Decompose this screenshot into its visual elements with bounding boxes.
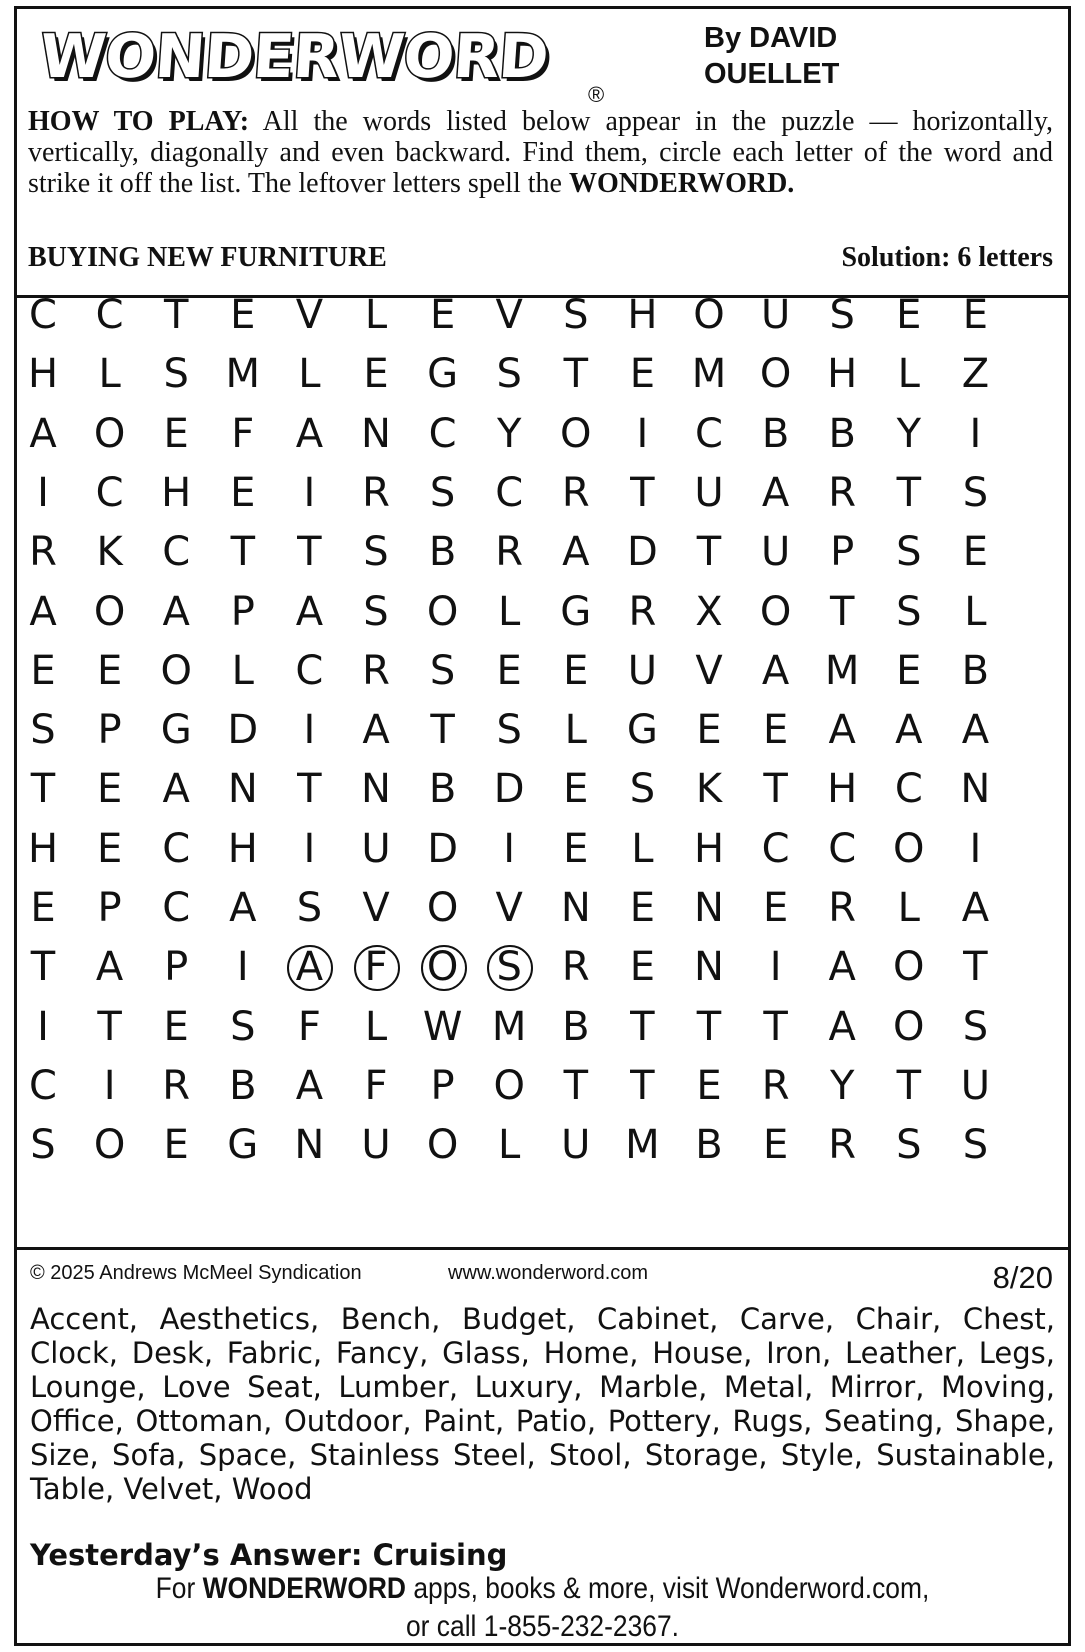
grid-letter[interactable]: L — [364, 1003, 388, 1050]
grid-letter[interactable]: F — [364, 1062, 388, 1109]
grid-letter[interactable]: S — [163, 351, 189, 398]
grid-letter[interactable]: L — [231, 647, 254, 694]
grid-letter[interactable]: T — [896, 1062, 922, 1109]
grid-letter[interactable]: I — [636, 410, 649, 457]
grid-letter[interactable]: C — [162, 529, 191, 576]
wonderword-logo — [37, 22, 610, 107]
grid-letter[interactable]: S — [563, 292, 589, 338]
grid-letter[interactable]: R — [628, 588, 657, 635]
grid-letter[interactable]: E — [762, 1122, 789, 1169]
grid-letter[interactable]: E — [96, 766, 123, 813]
grid-letter[interactable]: P — [830, 529, 855, 576]
grid-letter[interactable]: E — [896, 647, 922, 694]
grid-letter[interactable]: T — [30, 944, 56, 991]
grid-letter[interactable]: U — [627, 647, 658, 694]
grid-letter[interactable]: I — [769, 944, 782, 991]
grid-letter[interactable]: C — [295, 647, 324, 694]
grid-letter[interactable]: A — [961, 707, 990, 754]
grid-letter[interactable]: E — [629, 885, 656, 931]
grid-letter[interactable]: L — [498, 1122, 521, 1169]
grid-letter[interactable]: H — [827, 766, 858, 813]
grid-letter[interactable]: O — [893, 944, 925, 991]
grid-letter[interactable]: A — [29, 588, 57, 635]
grid-letter[interactable]: T — [763, 1003, 788, 1050]
grid-letter[interactable]: P — [97, 707, 122, 754]
grid-letter[interactable]: T — [763, 766, 788, 813]
grid-letter[interactable]: C — [495, 469, 524, 516]
grid-letter[interactable]: L — [298, 351, 321, 398]
grid-letter[interactable]: L — [631, 825, 654, 872]
how-to-play-label: HOW TO PLAY: — [28, 106, 250, 137]
grid-letter[interactable]: B — [695, 1122, 723, 1169]
grid-letter[interactable]: B — [562, 1003, 590, 1050]
grid-letter[interactable]: T — [696, 1003, 722, 1050]
grid-letter[interactable]: O — [426, 885, 459, 931]
grid-letter[interactable]: B — [229, 1062, 257, 1109]
grid-letter[interactable]: E — [629, 944, 656, 991]
grid-letter[interactable]: V — [495, 885, 523, 931]
grid-letter[interactable]: S — [230, 1003, 256, 1050]
grid-letter[interactable]: I — [303, 825, 316, 872]
grid-letter[interactable]: S — [496, 351, 522, 398]
grid-letter[interactable]: U — [760, 529, 791, 576]
grid-letter[interactable]: C — [428, 410, 457, 457]
grid-letter[interactable]: S — [30, 707, 56, 754]
copyright: © 2025 Andrews McMeel Syndication — [30, 1262, 362, 1284]
grid-letter[interactable]: L — [964, 588, 987, 635]
grid-letter[interactable]: C — [162, 825, 191, 872]
grid-letter[interactable]: V — [495, 292, 523, 338]
grid-letter[interactable]: R — [828, 885, 857, 931]
grid-letter[interactable]: N — [960, 766, 991, 813]
grid-letter[interactable]: U — [694, 469, 724, 516]
grid-letter[interactable]: P — [430, 1062, 455, 1109]
grid-letter[interactable]: N — [694, 944, 724, 991]
grid-letter[interactable]: G — [560, 588, 592, 635]
promo-text — [77, 1570, 1007, 1646]
grid-letter[interactable]: D — [493, 766, 525, 813]
grid-letter[interactable]: T — [30, 766, 56, 813]
grid-letter[interactable]: E — [230, 292, 256, 338]
grid-letter[interactable]: E — [629, 351, 656, 398]
grid-letter[interactable]: F — [346, 937, 406, 997]
grid-letter[interactable]: E — [30, 647, 56, 694]
grid-letter[interactable]: I — [37, 1003, 49, 1050]
how-to-play-instructions — [28, 106, 1053, 199]
grid-letter[interactable]: I — [37, 469, 49, 516]
grid-letter[interactable]: T — [563, 351, 589, 398]
grid-letter[interactable]: A — [562, 529, 590, 576]
grid-letter[interactable]: L — [897, 351, 920, 398]
grid-letter[interactable]: E — [563, 647, 589, 694]
grid-letter[interactable]: A — [229, 885, 257, 931]
puzzle-date: 8/20 — [992, 1260, 1053, 1295]
grid-letter[interactable]: S — [296, 885, 323, 931]
grid-letter[interactable]: A — [162, 766, 190, 813]
grid-letter[interactable]: S — [962, 1003, 989, 1050]
grid-letter[interactable]: V — [362, 885, 390, 931]
grid-letter[interactable]: T — [163, 292, 189, 338]
grid-letter[interactable]: E — [163, 1003, 189, 1050]
grid-letter[interactable]: R — [29, 529, 57, 576]
grid-letter[interactable]: S — [479, 937, 539, 997]
grid-letter[interactable]: T — [297, 529, 322, 576]
grid-letter[interactable]: I — [303, 469, 316, 516]
grid-letter[interactable]: D — [626, 529, 658, 576]
grid-letter[interactable]: B — [428, 529, 457, 576]
grid-letter[interactable]: O — [493, 1062, 525, 1109]
solution-length: Solution: 6 letters — [841, 242, 1053, 273]
grid-letter[interactable]: A — [828, 1003, 856, 1050]
grid-letter[interactable]: Y — [496, 410, 522, 457]
grid-letter[interactable]: O — [93, 410, 126, 457]
byline-line-1: By DAVID — [704, 22, 838, 54]
grid-letter[interactable]: R — [362, 647, 390, 694]
grid-letter[interactable]: S — [896, 1122, 922, 1169]
grid-letter[interactable]: T — [696, 529, 722, 576]
grid-letter[interactable]: A — [295, 588, 324, 635]
grid-letter[interactable]: R — [761, 1062, 790, 1109]
grid-letter[interactable]: T — [630, 1062, 655, 1109]
grid-letter[interactable]: A — [961, 885, 990, 931]
grid-letter[interactable]: H — [27, 351, 59, 398]
grid-letter[interactable]: L — [564, 707, 587, 754]
grid-letter[interactable]: E — [96, 647, 123, 694]
grid-letter[interactable]: O — [693, 292, 725, 338]
grid-letter[interactable]: R — [561, 944, 590, 991]
grid-letter[interactable]: I — [236, 944, 249, 991]
grid-letter[interactable]: Y — [896, 410, 922, 457]
grid-letter[interactable]: S — [829, 292, 855, 338]
grid-letter[interactable]: P — [230, 588, 255, 635]
grid-letter[interactable]: N — [361, 766, 391, 813]
grid-letter[interactable]: A — [761, 469, 790, 516]
theme-row — [28, 242, 1053, 282]
byline — [704, 20, 904, 92]
grid-letter[interactable]: O — [759, 351, 792, 398]
grid-letter[interactable]: L — [98, 351, 121, 398]
grid-letter[interactable]: A — [761, 647, 790, 694]
grid-letter[interactable]: A — [162, 588, 190, 635]
grid-letter[interactable]: N — [227, 766, 258, 813]
grid-letter[interactable]: T — [963, 944, 988, 991]
grid-letter[interactable]: U — [760, 292, 791, 338]
grid-letter[interactable]: C — [761, 825, 790, 872]
grid-letter[interactable]: L — [897, 885, 920, 931]
grid-letter[interactable]: D — [227, 707, 259, 754]
grid-letter[interactable]: E — [230, 469, 256, 516]
grid-letter[interactable]: Z — [961, 351, 990, 398]
grid-letter[interactable]: I — [503, 825, 516, 872]
grid-letter[interactable]: O — [160, 647, 192, 694]
grid-letter[interactable]: H — [627, 292, 658, 338]
grid-letter[interactable]: U — [361, 1122, 391, 1169]
grid-letter[interactable]: D — [427, 825, 458, 872]
grid-letter[interactable]: S — [962, 1122, 989, 1169]
grid-letter[interactable]: E — [163, 410, 189, 457]
promo-line-1 — [77, 1570, 1007, 1608]
grid-letter[interactable]: B — [961, 647, 990, 694]
grid-letter[interactable]: X — [695, 588, 723, 635]
grid-letter[interactable]: R — [362, 469, 390, 516]
grid-letter[interactable]: O — [759, 588, 792, 635]
grid-letter[interactable]: C — [29, 1062, 57, 1109]
grid-letter[interactable]: G — [626, 707, 658, 754]
grid-letter[interactable]: L — [364, 292, 388, 338]
grid-letter[interactable]: E — [696, 707, 722, 754]
grid-letter[interactable]: M — [225, 351, 261, 398]
byline-line-2: OUELLET — [704, 58, 840, 90]
letter-grid — [14, 292, 1071, 1250]
grid-letter[interactable]: V — [295, 292, 324, 338]
puzzle-footer — [14, 1250, 1071, 1646]
grid-letter[interactable]: O — [893, 1003, 925, 1050]
grid-letter[interactable]: C — [95, 469, 124, 516]
grid-letter[interactable]: E — [762, 885, 789, 931]
grid-letter[interactable]: N — [694, 885, 724, 931]
promo-line-2: or call 1-855-232-2367. — [406, 1610, 679, 1643]
grid-letter[interactable]: M — [824, 647, 860, 694]
grid-letter[interactable]: F — [231, 410, 255, 457]
grid-letter[interactable]: E — [429, 292, 456, 338]
grid-letter[interactable]: N — [560, 885, 591, 931]
grid-letter[interactable]: E — [762, 707, 789, 754]
grid-letter[interactable]: W — [422, 1003, 463, 1050]
grid-letter[interactable]: M — [691, 351, 727, 398]
grid-letter[interactable]: G — [160, 707, 192, 754]
grid-letter[interactable]: E — [696, 1062, 722, 1109]
grid-letter[interactable]: B — [428, 766, 457, 813]
puzzle-theme: BUYING NEW FURNITURE — [28, 242, 387, 273]
grid-letter[interactable]: C — [894, 766, 923, 813]
grid-letter[interactable]: A — [895, 707, 923, 754]
promo-line-1-rest: apps, books & more, visit Wonderword.com, — [405, 1572, 930, 1605]
grid-letter[interactable]: O — [426, 588, 459, 635]
grid-letter[interactable]: L — [498, 588, 521, 635]
grid-letter[interactable]: K — [96, 529, 123, 576]
grid-letter[interactable]: R — [162, 1062, 191, 1109]
registered-mark: ® — [588, 82, 605, 107]
grid-letter[interactable]: P — [97, 885, 122, 931]
grid-letter[interactable]: A — [295, 410, 324, 457]
yesterdays-answer: Yesterday’s Answer: Cruising — [30, 1538, 508, 1572]
grid-letter[interactable]: T — [430, 707, 455, 754]
grid-letter[interactable]: N — [294, 1122, 325, 1169]
grid-letter[interactable]: M — [491, 1003, 527, 1050]
grid-letter[interactable]: C — [95, 292, 124, 338]
grid-letter[interactable]: R — [495, 529, 524, 576]
website-link[interactable]: www.wonderword.com — [448, 1262, 649, 1284]
grid-letter[interactable]: O — [426, 1122, 459, 1169]
grid-letter[interactable]: M — [625, 1122, 660, 1169]
grid-letter[interactable]: H — [693, 825, 725, 872]
grid-letter[interactable]: E — [563, 766, 589, 813]
grid-letter[interactable]: F — [297, 1003, 321, 1050]
grid-letter[interactable]: T — [230, 529, 256, 576]
grid-letter[interactable]: E — [163, 1122, 189, 1169]
grid-letter[interactable]: K — [695, 766, 723, 813]
grid-letter[interactable]: S — [363, 588, 389, 635]
grid-letter[interactable]: U — [561, 1122, 591, 1169]
grid-letter[interactable]: O — [93, 588, 126, 635]
grid-letter[interactable]: C — [29, 292, 57, 338]
grid-letter[interactable]: E — [30, 885, 56, 931]
grid-letter[interactable]: I — [303, 707, 316, 754]
grid-letter[interactable]: I — [969, 410, 982, 457]
grid-letter[interactable]: S — [629, 766, 656, 813]
grid-letter[interactable]: I — [103, 1062, 116, 1109]
how-to-play-end: WONDERWORD. — [568, 168, 795, 199]
grid-letter[interactable]: A — [295, 1062, 324, 1109]
grid-letter[interactable]: O — [893, 825, 925, 872]
grid-letter[interactable]: A — [362, 707, 390, 754]
grid-letter[interactable]: E — [563, 825, 589, 872]
grid-letter[interactable]: V — [695, 647, 723, 694]
grid-letter[interactable]: T — [630, 1003, 655, 1050]
grid-letter[interactable]: I — [969, 825, 982, 872]
grid-letter[interactable]: S — [962, 469, 989, 516]
promo-brand: WONDERWORD — [202, 1572, 406, 1605]
grid-letter[interactable]: H — [227, 825, 258, 872]
grid-letter[interactable]: A — [828, 944, 856, 991]
grid-letter[interactable]: S — [30, 1122, 56, 1169]
grid-letter[interactable]: O — [413, 937, 473, 997]
grid-letter[interactable]: B — [761, 410, 790, 457]
promo-prefix: For — [155, 1572, 203, 1605]
how-to-play-text: All the words listed below appear in the puzzle — horizontally, vertically, diagonally and even backward. Find them, circle each letter of the word and strike it off the list. The leftover letters spell the — [28, 106, 1054, 199]
grid-letter[interactable]: S — [896, 529, 922, 576]
grid-letter[interactable]: S — [363, 529, 389, 576]
grid-letter[interactable]: A — [828, 707, 856, 754]
grid-letter[interactable]: R — [828, 1122, 857, 1169]
grid-letter[interactable]: A — [95, 944, 124, 991]
grid-letter[interactable]: E — [496, 647, 522, 694]
grid-letter[interactable]: A — [279, 937, 339, 997]
grid-letter[interactable]: H — [27, 825, 59, 872]
grid-letter[interactable]: E — [96, 825, 123, 872]
grid-letter[interactable]: S — [896, 588, 922, 635]
grid-letter[interactable]: R — [561, 469, 590, 516]
grid-letter[interactable]: S — [496, 707, 522, 754]
grid-letter[interactable]: S — [429, 647, 456, 694]
grid-letter[interactable]: T — [829, 588, 855, 635]
grid-letter[interactable]: O — [93, 1122, 126, 1169]
grid-letter[interactable]: T — [896, 469, 922, 516]
grid-letter[interactable]: G — [427, 351, 459, 398]
grid-letter[interactable]: R — [828, 469, 857, 516]
grid-letter[interactable]: E — [363, 351, 389, 398]
grid-letter[interactable]: O — [560, 410, 592, 457]
grid-letter[interactable]: H — [827, 351, 858, 398]
grid-letter[interactable]: T — [97, 1003, 122, 1050]
logo-text: WONDERWORD — [37, 22, 551, 92]
grid-letter[interactable]: Y — [829, 1062, 855, 1109]
grid-letter[interactable]: B — [828, 410, 856, 457]
grid-letter[interactable]: U — [960, 1062, 991, 1109]
grid-letter[interactable]: E — [896, 292, 922, 338]
grid-letter[interactable]: T — [563, 1062, 589, 1109]
grid-letter[interactable]: C — [162, 885, 191, 931]
grid-letter[interactable]: C — [828, 825, 857, 872]
grid-letter[interactable]: S — [429, 469, 456, 516]
grid-letter[interactable]: C — [695, 410, 723, 457]
word-list: Accent, Aesthetics, Bench, Budget, Cabinet, Carve, Chair, Chest, Clock, Desk, Fabric, Fancy, Glass, Home, House, Iron, Leather, Legs, Lounge, Love Seat, Lumber, Luxury, Marble, Metal, Mirror, Moving, Office, Ottoman, Outdoor, Paint, Patio, Pottery, Rugs, Seating, Shape, Size, Sofa, Space, Stainless Steel, Stool, Storage, Style, Sustainable, Table, Velvet, Wood — [30, 1302, 1055, 1506]
puzzle-header — [14, 6, 1071, 298]
grid-letter[interactable]: H — [161, 469, 192, 516]
grid-letter[interactable]: T — [297, 766, 322, 813]
grid-letter[interactable]: A — [29, 410, 57, 457]
grid-letter[interactable]: G — [227, 1122, 259, 1169]
grid-letter[interactable]: T — [630, 469, 655, 516]
grid-letter[interactable]: P — [164, 944, 189, 991]
grid-letter[interactable]: E — [962, 292, 989, 338]
grid-letter[interactable]: E — [962, 529, 989, 576]
grid-letter[interactable]: N — [361, 410, 391, 457]
grid-letter[interactable]: U — [361, 825, 391, 872]
